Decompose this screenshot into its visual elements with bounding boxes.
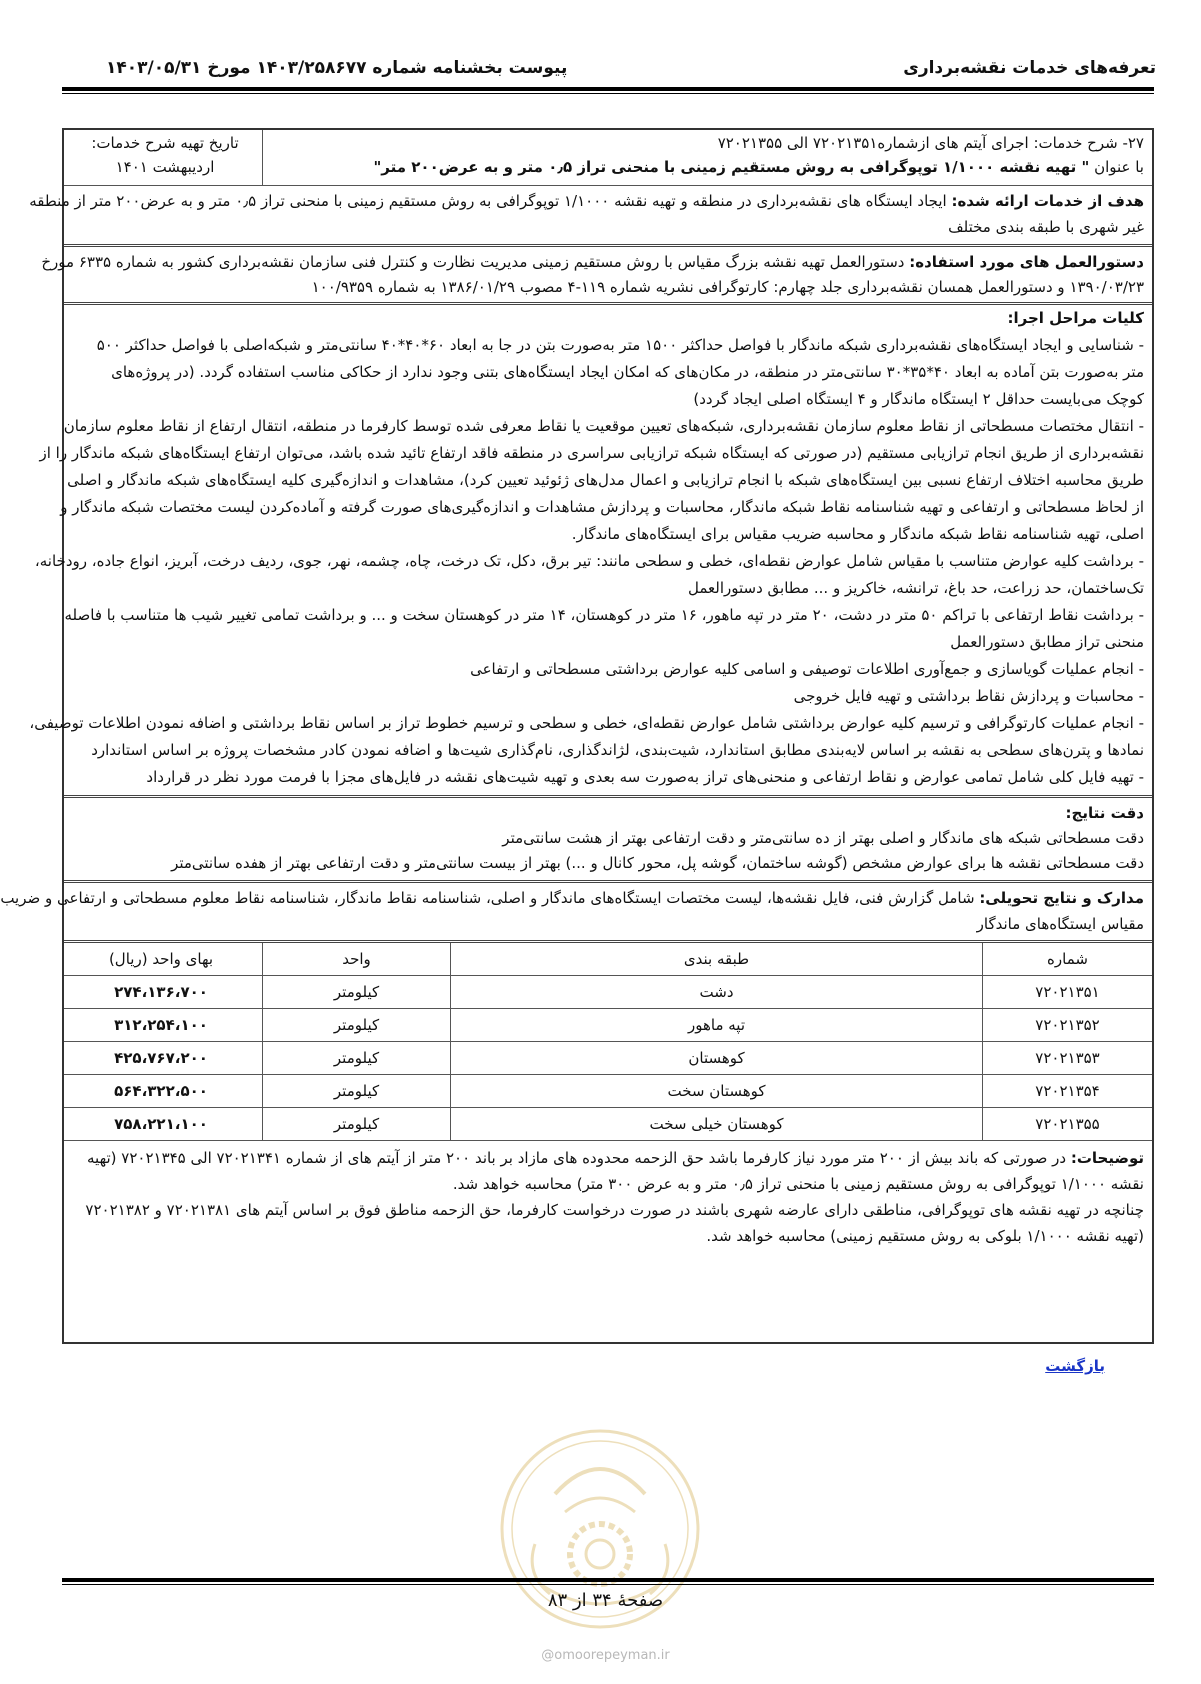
item-price: ۲۷۴،۱۳۶،۷۰۰ [114,983,208,1001]
step-line: منحنی تراز مطابق دستورالعمل [950,633,1144,651]
instructions-label: دستورالعمل های مورد استفاده: [909,253,1144,271]
table-row [64,976,1152,1009]
accuracy-networks: دقت مسطحاتی شبکه های ماندگار و اصلی بهتر از ده سانتی‌متر و دقت ارتفاعی بهتر از هشت سانتی‌متر [502,829,1144,847]
back-link[interactable]: بازگشت [1045,1357,1105,1375]
price-table [64,943,1152,1141]
step-line: طریق محاسبه اختلاف ارتفاع نسبی بین ایستگاه‌های شبکه با انجام ترازیابی و اعمال مدل‌های ژئوئید تعیین کرد)، مشاهدات و اندازه‌گیری کلیه ایستگاه‌های شبکه ماندگار و اصلی [67,471,1144,489]
item-unit: کیلومتر [262,976,450,1008]
step-line: - برداشت نقاط ارتفاعی با تراکم ۵۰ متر در دشت، ۲۰ متر در تپه ماهور، ۱۶ متر در کوهستان، ۱۴ متر در کوهستان سخت و ... و برداشت تمامی تغییر شیب ها متناسب با فاصله [64,606,1144,624]
item-price: ۳۱۲،۲۵۴،۱۰۰ [114,1016,208,1034]
step-line: - انجام عملیات گویاسازی و جمع‌آوری اطلاعات توصیفی و اسامی کلیه عوارض برداشتی مسطحاتی و ارتفاعی [470,660,1144,678]
header-rule [62,87,1154,91]
step-line: نقشه‌برداری از طریق انجام ترازیابی مستقیم (در صورتی که ایستگاه شبکه ترازیابی سراسری در منطقه فاقد ارتفاع تائید شده باشد، می‌توان ارتفاع ایستگاه‌های شبکه ماندگار را از [39,444,1144,462]
instructions-text-cont: ۱۳۹۰/۰۳/۲۳ و دستورالعمل همسان نقشه‌برداری جلد چهارم: کارتوگرافی نشریه شماره ۱۱۹-۴ مصوب ۱۳۸۶/۰۱/۲۹ به شماره ۱۰۰/۹۳۵۹ [311,278,1144,296]
notes-text-cont: نقشه ۱/۱۰۰۰ توپوگرافی به روش مستقیم زمینی با منحنی تراز ۰٫۵ متر و به عرض ۳۰۰ متر) محاسبه خواهد شد. [452,1175,1144,1193]
step-line: - تهیه فایل کلی شامل تمامی عوارض و نقاط ارتفاعی و منحنی‌های تراز به‌صورت سه بعدی و تهیه شیت‌های نقشه در فایل‌های مجزا با فرمت مورد نظر در قرارداد [146,768,1144,786]
item-number: ۷۲۰۲۱۳۵۵ [982,1108,1152,1140]
item-unit: کیلومتر [262,1108,450,1140]
service-date-value: اردیبهشت ۱۴۰۱ [115,158,215,176]
goal-text-cont: غیر شهری با طبقه بندی مختلف [948,218,1144,236]
footer-rule-thin [62,1584,1154,1585]
document-title: تعرفه‌های خدمات نقشه‌برداری [903,58,1156,78]
item-price: ۵۶۴،۳۲۲،۵۰۰ [114,1082,208,1100]
item-category: کوهستان سخت [450,1075,982,1107]
goal-label: هدف از خدمات ارائه شده: [951,192,1144,210]
step-line: - محاسبات و پردازش نقاط برداشتی و تهیه فایل خروجی [793,687,1144,705]
step-line: - برداشت کلیه عوارض متناسب با مقیاس شامل عوارض نقطه‌ای، خطی و سطحی مانند: تیر برق، دکل، تک درخت، چاه، چشمه، نهر، جوی، ردیف درخت، آبریز، انواع جاده، رودخانه، [34,552,1144,570]
deliverables-section [0,883,1152,943]
footer-rule [62,1578,1154,1582]
table-row [64,1108,1152,1141]
page-header [106,58,1156,84]
accuracy-maps: دقت مسطحاتی نقشه ها برای عوارض مشخص (گوشه ساختمان، گوشه پل، محور کانال و ...) بهتر از بیست سانتی‌متر و دقت ارتفاعی بهتر از هفده سانتی‌متر [171,854,1144,872]
header-number: شماره [982,943,1152,975]
step-line: کوچک می‌بایست حداقل ۲ ایستگاه ماندگار و ۴ ایستگاه اصلی ایجاد گردد) [693,390,1144,408]
step-line: - انجام عملیات کارتوگرافی و ترسیم کلیه عوارض برداشتی شامل عوارض نقطه‌ای، خطی و سطحی و ترسیم خطوط تراز بر اساس نقاط برداشتی و اضافه نمودن اطلاعات توصیفی، [29,714,1144,732]
item-price: ۴۲۵،۷۶۷،۲۰۰ [114,1049,208,1067]
service-sheet [0,128,1154,1344]
service-title-cell [262,130,1152,185]
page-number: صفحهٔ ۳۴ از ۸۳ [547,1590,664,1611]
item-price: ۷۵۸،۲۲۱،۱۰۰ [114,1115,208,1133]
item-number: ۷۲۰۲۱۳۵۱ [982,976,1152,1008]
header-price: بهای واحد (ریال) [108,950,214,968]
steps-section [29,305,1152,798]
deliverables-text: شامل گزارش فنی، فایل نقشه‌ها، لیست مختصات ایستگاه‌های ماندگار و اصلی، شناسنامه نقاط ماندگار، شناسنامه نقاط معلوم مسطحاتی و ارتفاعی و ضریب [0,889,980,907]
service-title: با عنوان " تهیه نقشه ۱/۱۰۰۰ توپوگرافی به روش مستقیم زمینی با منحنی تراز ۰٫۵ متر و به عرض۲۰۰ متر" [373,158,1144,176]
goal-text: ایجاد ایستگاه های نقشه‌برداری در منطقه و تهیه نقشه ۱/۱۰۰۰ توپوگرافی به روش مستقیم زمینی با منحنی تراز ۰٫۵ متر و به عرض۲۰۰ متر از منطقه [29,192,952,210]
notes-section [64,1141,1152,1246]
site-watermark-text: @omoorepeyman.ir [541,1648,670,1663]
notes-urban: چنانچه در تهیه نقشه های توپوگرافی، مناطقی دارای عارضه شهری باشند در صورت درخواست کارفرما، حق الزحمه مناطق فوق بر اساس آیتم های ۷۲۰۲۱۳۸۱ و ۷۲۰۲۱۳۸۲ [85,1201,1144,1219]
accuracy-section [64,798,1152,883]
item-unit: کیلومتر [262,1009,450,1041]
item-category: کوهستان خیلی سخت [450,1108,982,1140]
step-line: اصلی، تهیه شناسنامه نقاط شبکه ماندگار و محاسبه ضریب مقیاس برای ایستگاه‌های ماندگار. [571,525,1144,543]
notes-text: در صورتی که باند بیش از ۲۰۰ متر مورد نیاز کارفرما باشد حق الزحمه محدوده های مازاد بر باند ۲۰۰ متر از آیتم های از شماره ۷۲۰۲۱۳۴۱ الی ۷۲۰۲۱۳۴۵ (تهیه [87,1149,1071,1167]
table-row [64,1075,1152,1108]
service-items: ۲۷- شرح خدمات: اجرای آیتم های ازشماره۷۲۰۲۱۳۵۱ الی ۷۲۰۲۱۳۵۵ [717,134,1144,152]
item-category: دشت [450,976,982,1008]
accuracy-label: دقت نتایج: [1065,804,1144,822]
step-line: متر به‌صورت بتن آماده به ابعاد ۴۰*۳۵*۳۰ سانتی‌متر در منطقه، در مکان‌های که امکان ایجاد ایستگاه‌های بتنی وجود ندارد از حکاکی مناسب استفاده گردد. (در پروژه‌های [111,363,1144,381]
header-rule-thin [62,93,1154,94]
table-row [64,1009,1152,1042]
goal-section [29,186,1152,247]
item-number: ۷۲۰۲۱۳۵۴ [982,1075,1152,1107]
table-row [64,1042,1152,1075]
deliverables-text-cont: مقیاس ایستگاه‌های ماندگار [976,915,1144,933]
step-line: از لحاظ مسطحاتی و ارتفاعی و تهیه شناسنامه نقاط شبکه ماندگار، محاسبات و پردازش مشاهدات و اندازه‌گیری‌های صورت گرفته و آماده‌کردن لیست مختصات شبکه ماندگار و [60,498,1144,516]
item-category: کوهستان [450,1042,982,1074]
item-number: ۷۲۰۲۱۳۵۳ [982,1042,1152,1074]
steps-label: کلیات مراحل اجرا: [1007,309,1144,327]
step-line: تک‌ساختمان، حد زراعت، حد باغ، ترانشه، خاکریز و ... مطابق دستورالعمل [687,579,1144,597]
table-header-row [64,943,1152,976]
attachment-reference: پیوست بخشنامه شماره ۱۴۰۳/۲۵۸۶۷۷ مورخ ۱۴۰۳/۰۵/۳۱ [106,58,568,78]
header-unit: واحد [262,943,450,975]
service-date-cell [64,130,266,185]
step-line: نمادها و پترن‌های سطحی به نقشه بر اساس لایه‌بندی مطابق استاندارد، شیت‌بندی، لژاندگذاری، نام‌گذاری شیت‌ها و اضافه نمودن کادر مشخصات پروژه بر اساس استاندارد [91,741,1144,759]
item-category: تپه ماهور [450,1009,982,1041]
instructions-section [41,247,1152,305]
item-number: ۷۲۰۲۱۳۵۲ [982,1009,1152,1041]
deliverables-label: مدارک و نتایج تحویلی: [979,889,1144,907]
step-line: - انتقال مختصات مسطحاتی از نقاط معلوم سازمان نقشه‌برداری، شبکه‌های تعیین موقعیت یا نقاط معرفی شده توسط کارفرما در منطقه، انتقال ارتفاع از نقاط معلوم سازمان [63,417,1144,435]
item-unit: کیلومتر [262,1075,450,1107]
service-title-bold: " تهیه نقشه ۱/۱۰۰۰ توپوگرافی به روش مستقیم زمینی با منحنی تراز ۰٫۵ متر و به عرض۲۰۰ متر" [373,158,1090,176]
notes-label: توضیحات: [1070,1149,1144,1167]
service-title-row [64,130,1152,186]
step-line: - شناسایی و ایجاد ایستگاه‌های نقشه‌برداری شبکه ماندگار با فواصل حداکثر ۱۵۰۰ متر به‌صورت بتن در جا به ابعاد ۶۰*۴۰*۴۰ سانتی‌متر و شبکه‌اصلی با فواصل حداکثر ۵۰۰ [96,336,1144,354]
header-category: طبقه بندی [450,943,982,975]
instructions-text: دستورالعمل تهیه نقشه بزرگ مقیاس با روش مستقیم زمینی مدیریت نظارت و کنترل فنی سازمان نقشه‌برداری کشور به شماره ۶۳۳۵ مورخ [41,253,910,271]
item-unit: کیلومتر [262,1042,450,1074]
notes-urban-cont: (تهیه نقشه ۱/۱۰۰۰ بلوکی به روش مستقیم زمینی) محاسبه خواهد شد. [706,1227,1144,1245]
service-date-label: تاریخ تهیه شرح خدمات: [91,134,239,152]
